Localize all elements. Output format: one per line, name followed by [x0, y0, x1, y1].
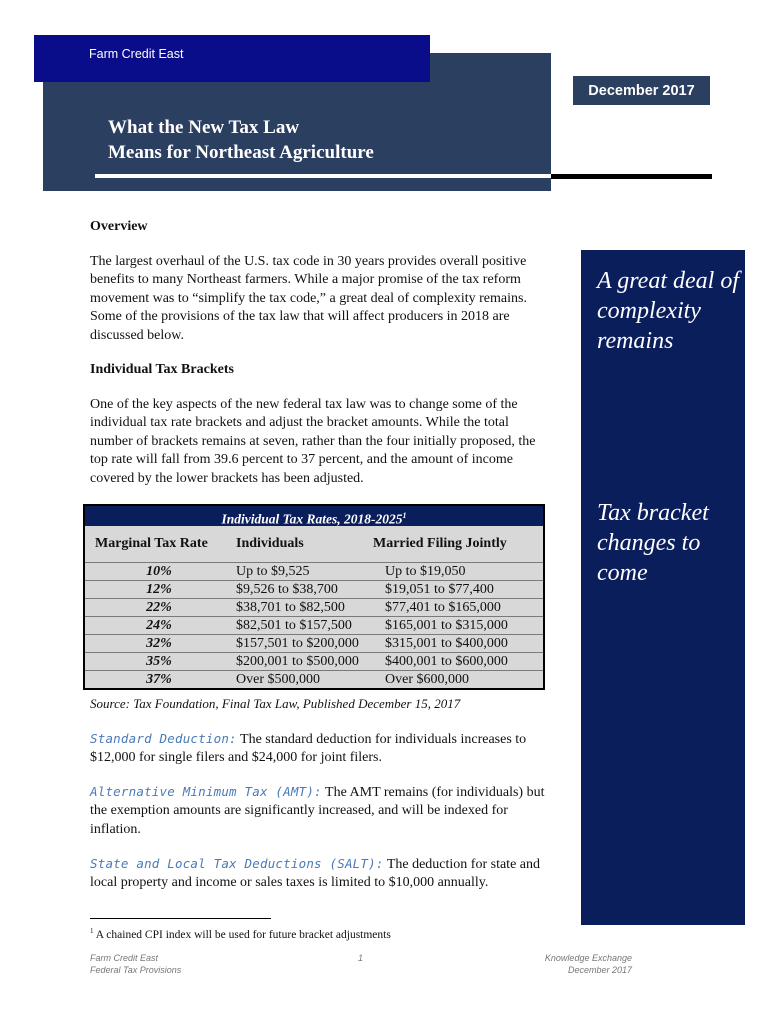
column-header-individuals: Individuals: [236, 536, 304, 551]
overview-paragraph: The largest overhaul of the U.S. tax code in 30 years provides overall positive benefits to many Northeast farmers. While a major promise of the tax reform movement was to “simplify the tax code,” a great deal of complexity remains. Some of the provisions of the tax law that will affect producers in 2018 are discussed below.: [90, 254, 527, 343]
joint-cell: $19,051 to $77,400: [385, 582, 494, 597]
joint-cell: $315,001 to $400,000: [385, 636, 508, 651]
rate-cell: 32%: [146, 636, 172, 651]
footnote-text: A chained CPI index will be used for future bracket adjustments: [93, 928, 391, 941]
amt-paragraph: [90, 783, 545, 839]
section-term: Alternative Minimum Tax (AMT):: [90, 784, 322, 799]
footnote: [90, 927, 391, 941]
section-term: State and Local Tax Deductions (SALT):: [90, 856, 384, 871]
rate-cell: 22%: [146, 600, 172, 615]
header-rule-white: [95, 174, 551, 178]
sidebar-panel: [581, 250, 745, 925]
table-row: [85, 598, 543, 617]
rate-cell: 10%: [146, 564, 172, 579]
table-row: [85, 616, 543, 635]
individual-cell: Over $500,000: [236, 672, 320, 687]
footer-doc-title: Federal Tax Provisions: [90, 965, 182, 975]
brackets-heading: Individual Tax Brackets: [90, 362, 234, 377]
table-row: [85, 652, 543, 671]
individual-cell: $157,501 to $200,000: [236, 636, 359, 651]
joint-cell: $165,001 to $315,000: [385, 618, 508, 633]
footer-right: [545, 952, 632, 976]
salt-paragraph: [90, 855, 545, 893]
footer-date: December 2017: [567, 965, 632, 975]
tax-rate-table: [83, 504, 545, 690]
organization-name: Farm Credit East: [89, 47, 184, 61]
table-source: Source: Tax Foundation, Final Tax Law, Published December 15, 2017: [90, 696, 461, 711]
individual-cell: $82,501 to $157,500: [236, 618, 352, 633]
pull-quote-brackets: Tax bracket changes to come: [597, 500, 709, 586]
column-header-joint: Married Filing Jointly: [373, 536, 507, 551]
section-text: The standard deduction for individuals increases to $12,000 for single filers and $24,000 for joint filers.: [90, 732, 527, 766]
individual-cell: Up to $9,525: [236, 564, 310, 579]
date-badge: December 2017: [573, 76, 710, 105]
individual-cell: $38,701 to $82,500: [236, 600, 345, 615]
rate-cell: 35%: [146, 654, 172, 669]
table-row: [85, 634, 543, 653]
table-row: [85, 580, 543, 599]
header-rule-black: [551, 174, 712, 179]
brackets-paragraph: One of the key aspects of the new federal tax law was to change some of the individual tax rate brackets and adjust the bracket amounts. While the total number of brackets remains at seven, rather than the four initially proposed, the top rate will fall from 39.6 percent to 37 percent, and the amount of income covered by the lower brackets has been adjusted.: [90, 397, 536, 486]
footnote-divider: [90, 918, 271, 919]
column-header-rate: Marginal Tax Rate: [95, 536, 208, 551]
individual-cell: $200,001 to $500,000: [236, 654, 359, 669]
joint-cell: $400,001 to $600,000: [385, 654, 508, 669]
page-number: 1: [358, 953, 364, 963]
title-line-1: What the New Tax Law: [108, 117, 300, 138]
footer-left: [90, 952, 181, 976]
document-title: [108, 115, 374, 165]
table-row: [85, 670, 543, 689]
section-text: The AMT remains (for individuals) but the exemption amounts are significantly increased, and will be indexed for inflation.: [90, 785, 545, 837]
overview-heading: Overview: [90, 219, 148, 234]
table-caption: Individual Tax Rates, 2018-2025$^1$: [85, 506, 543, 526]
caption-footnote-mark: 1: [402, 511, 407, 520]
standard-deduction-paragraph: [90, 730, 545, 768]
joint-cell: Over $600,000: [385, 672, 469, 687]
joint-cell: $77,401 to $165,000: [385, 600, 501, 615]
individual-cell: $9,526 to $38,700: [236, 582, 338, 597]
table-row: [85, 562, 543, 581]
footer-org: Farm Credit East: [90, 953, 159, 963]
pull-quote-complexity: A great deal of complexity remains: [597, 268, 739, 354]
section-term: Standard Deduction:: [90, 731, 237, 746]
section-text: The deduction for state and local property and income or sales taxes is limited to $10,000 annually.: [90, 857, 540, 891]
rate-cell: 24%: [146, 618, 172, 633]
rate-cell: 12%: [146, 582, 172, 597]
joint-cell: Up to $19,050: [385, 564, 466, 579]
rate-cell: 37%: [146, 672, 172, 687]
footnote-mark: 1: [90, 927, 94, 935]
footer-publication: Knowledge Exchange: [544, 953, 632, 963]
title-line-2: Means for Northeast Agriculture: [108, 142, 374, 163]
